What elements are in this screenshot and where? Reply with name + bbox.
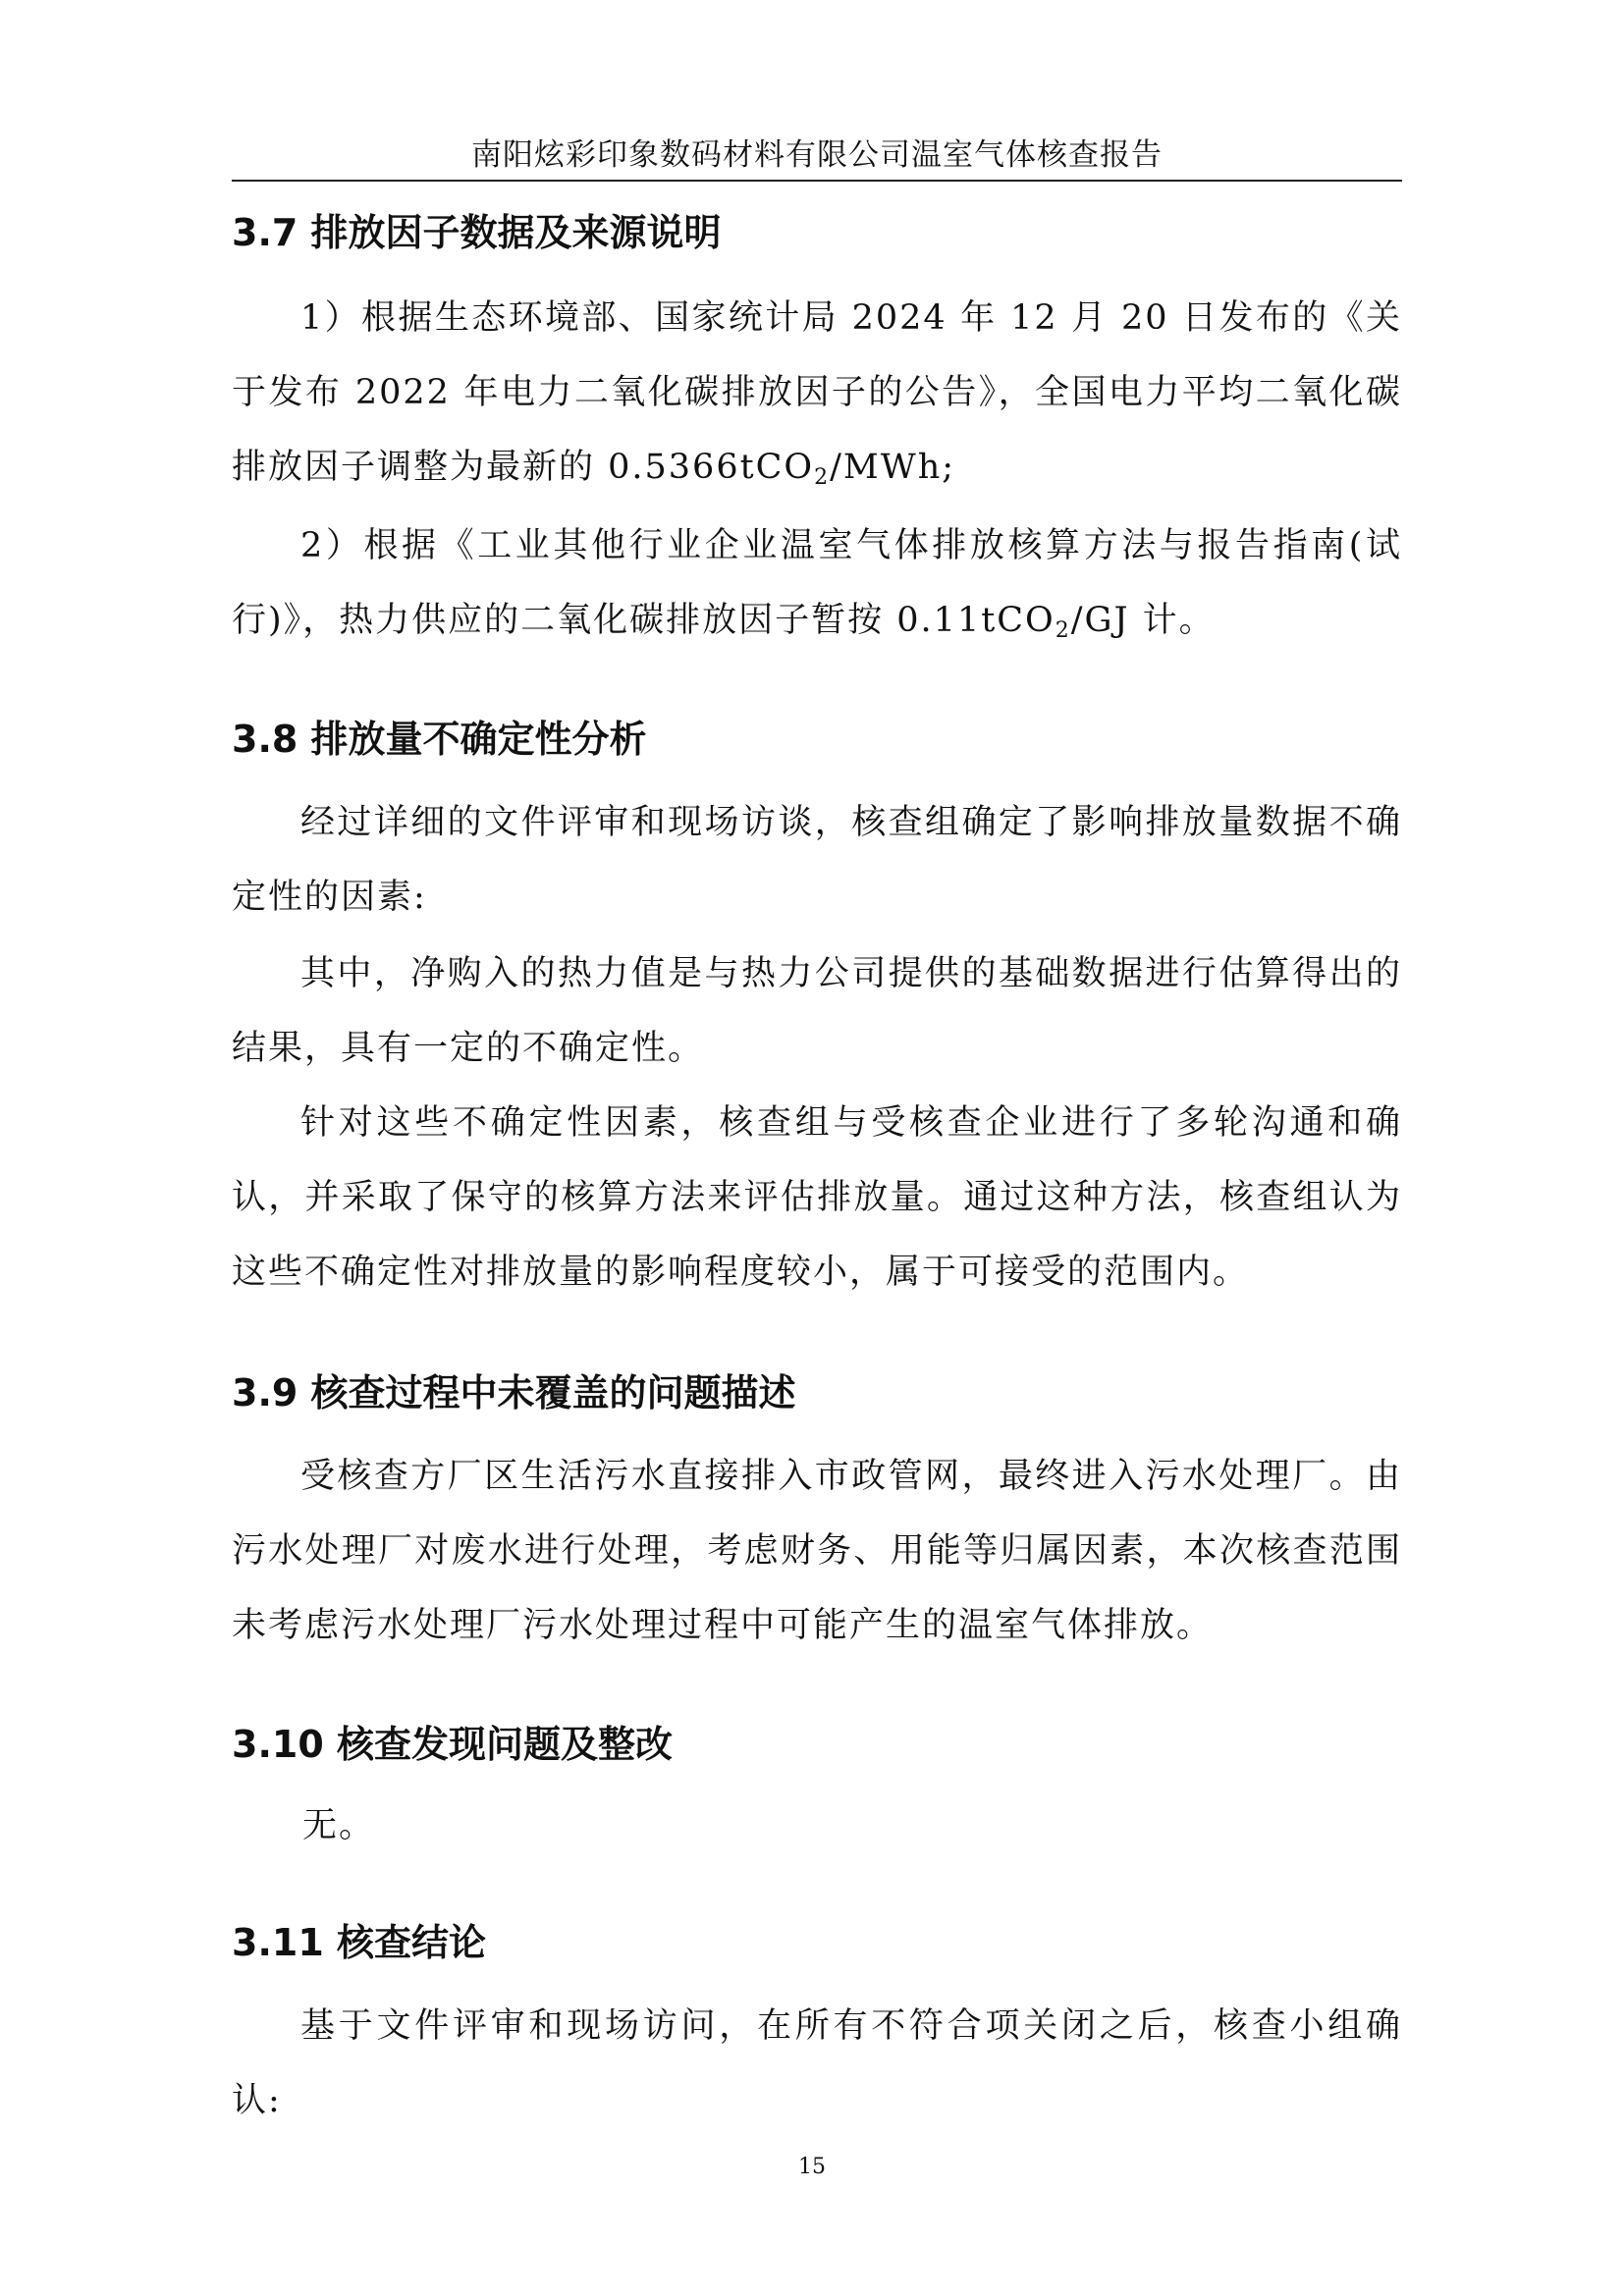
section-heading-3-7: 3.7 排放因子数据及来源说明 [232,211,722,254]
header-rule [232,180,1402,182]
paragraph: 其中，净购入的热力值是与热力公司提供的基础数据进行估算得出的结果，具有一定的不确定性。 [232,954,1402,1068]
paragraph: 无。 [302,1806,376,1845]
paragraph: 受核查方厂区生活污水直接排入市政管网，最终进入污水处理厂。由污水处理厂对废水进行处理，考虑财务、用能等归属因素，本次核查范围未考虑污水处理厂污水处理过程中可能产生的温室气体排放。 [232,1457,1402,1645]
page-number: 15 [798,2155,826,2179]
paragraph: 1）根据生态环境部、国家统计局 2024 年 12 月 20 日发布的《关于发布 2022 年电力二氧化碳排放因子的公告》，全国电力平均二氧化碳排放因子调整为最新的 0.5366tCO$_2$/MWh; [232,298,1402,490]
section-heading-3-10: 3.10 核查发现问题及整改 [232,1723,673,1766]
running-header: 南阳炫彩印象数码材料有限公司温室气体核查报告 [471,137,1163,173]
section-heading-3-11: 3.11 核查结论 [232,1921,486,1964]
section-heading-3-8: 3.8 排放量不确定性分析 [232,718,647,761]
paragraph: 经过详细的文件评审和现场访谈，核查组确定了影响排放量数据不确定性的因素: [232,803,1402,917]
paragraph: 针对这些不确定性因素，核查组与受核查企业进行了多轮沟通和确认，并采取了保守的核算方法来评估排放量。通过这种方法，核查组认为这些不确定性对排放量的影响程度较小，属于可接受的范围内。 [232,1103,1402,1292]
section-heading-3-9: 3.9 核查过程中未覆盖的问题描述 [232,1371,796,1415]
paragraph: 2）根据《工业其他行业企业温室气体排放核算方法与报告指南(试行)》，热力供应的二氧化碳排放因子暂按 0.11tCO$_2$/GJ 计。 [232,526,1402,643]
paragraph: 基于文件评审和现场访问，在所有不符合项关闭之后，核查小组确认: [232,2006,1402,2120]
